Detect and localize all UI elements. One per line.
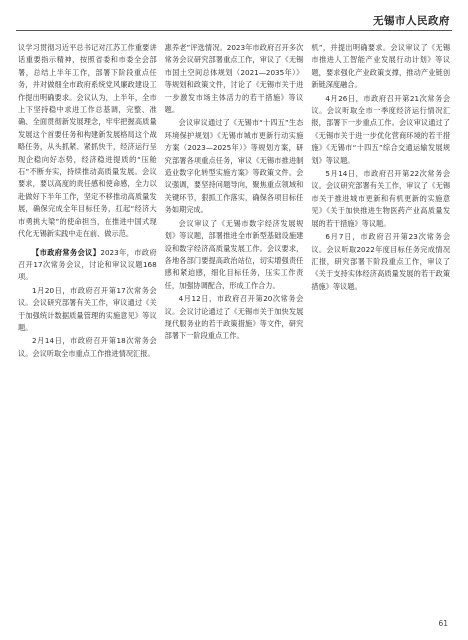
page-number: 61 <box>438 619 448 628</box>
paragraph: 2月14日，市政府召开第18次常务会议。会议听取全市重点工作推进情况汇报。 <box>18 336 157 358</box>
paragraph: 会议审议了《无锡市数字经济发展规划》等议题，部署推进全市新型基础设施建设和数字经济高质量发展工作。会议要求，各地各部门要提高政治站位，切实增强责任感和紧迫感，细化目标任务，压实工作责任，加强协调配合，形成工作合力。 <box>164 218 304 290</box>
text-column-2 <box>165 42 304 620</box>
paragraph: 4月26日，市政府召开第21次常务会议。会议听取全市一季度经济运行情况汇报，部署下一步重点工作。会议审议通过了《无锡市关于进一步优化营商环境的若干措施》《无锡市“十四五”综合交通运输发展规划》等议题。 <box>311 93 451 165</box>
section-heading: 【市政府常务会议】 <box>32 247 101 257</box>
paragraph: 5月14日，市政府召开第22次常务会议。会议研究部署有关工作，审议了《无锡市关于推进城市更新和有机更新的实施意见》《关于加快推进生物医药产业高质量发展的若干措施》等议题。 <box>311 169 451 228</box>
paragraph: 6月7日，市政府召开第23次常务会议。会议听取2022年度目标任务完成情况汇报，研究部署下阶段重点工作，审议了《关于支持实体经济高质量发展的若干政策措施》等议题。 <box>311 232 451 291</box>
header-divider <box>16 30 452 31</box>
paragraph: 惠养老”评选情况。2023年市政府召开多次常务会议研究部署重点工作，审议了《无锡市国土空间总体规划（2021—2035年）》等规划和政策文件，讨论了《无锡市关于进一步激发市场主体活力的若干措施》等议题。 <box>164 43 304 115</box>
section-paragraph <box>18 247 157 284</box>
paragraph: 议学习贯彻习近平总书记对江苏工作重要讲话重要指示精神，按照省委和市委全会部署，总结上半年工作，部署下阶段重点任务，并对做细全市政府系统党风廉政建设工作提出明确要求。会议认为，上半年，全市上下坚持稳中求进工作总基调，完整、准确、全面贯彻新发展理念，牢牢把握高质量发展这个首要任务和构建新发展格局这个战略任务，从头抓紧、紧抓快干，经济运行呈现企稳向好态势，经济稳进提质的“压舱石”不断夯实，持续推动高质量发展。会议要求，要以高度的责任感和使命感，全力以赴做好下半年工作，坚定不移推动高质量发展，确保完成全年目标任务，扛起“经济大市勇挑大梁”的使命担当，在推进中国式现代化无锡新实践中走在前、做示范。 <box>18 43 157 239</box>
article-body <box>18 42 450 620</box>
text-column-1 <box>18 42 157 620</box>
section-text: 2023年，市政府召开17次常务会议，讨论和审议议题168项。 <box>18 247 157 282</box>
paragraph: 机”，并提出明确要求。会议审议了《无锡市推进人工智能产业发展行动计划》等议题，要求强化产业政策支撑，推动产业链创新链深度融合。 <box>311 43 451 90</box>
paragraph: 4月12日，市政府召开第20次常务会议。会议讨论通过了《无锡市关于加快发展现代服务业的若干政策措施》等文件，研究部署下一阶段重点工作。 <box>164 294 304 341</box>
paragraph: 1月20日，市政府召开第17次常务会议。会议研究部署有关工作，审议通过《关于加强统计数据质量管理的实施意见》等议题。 <box>18 285 157 332</box>
header-title: 无锡市人民政府 <box>373 15 450 27</box>
text-column-3 <box>311 42 450 620</box>
paragraph: 会议审议通过了《无锡市“十四五”生态环境保护规划》《无锡市城市更新行动实施方案（2023—2025年）》等规划方案，研究部署各项重点任务，审议《无锡市推进制造业数字化转型实施方案》等政策文件。会议强调，要坚持问题导向，聚焦重点领域和关键环节，狠抓工作落实，确保各项目标任务如期完成。 <box>164 118 304 215</box>
